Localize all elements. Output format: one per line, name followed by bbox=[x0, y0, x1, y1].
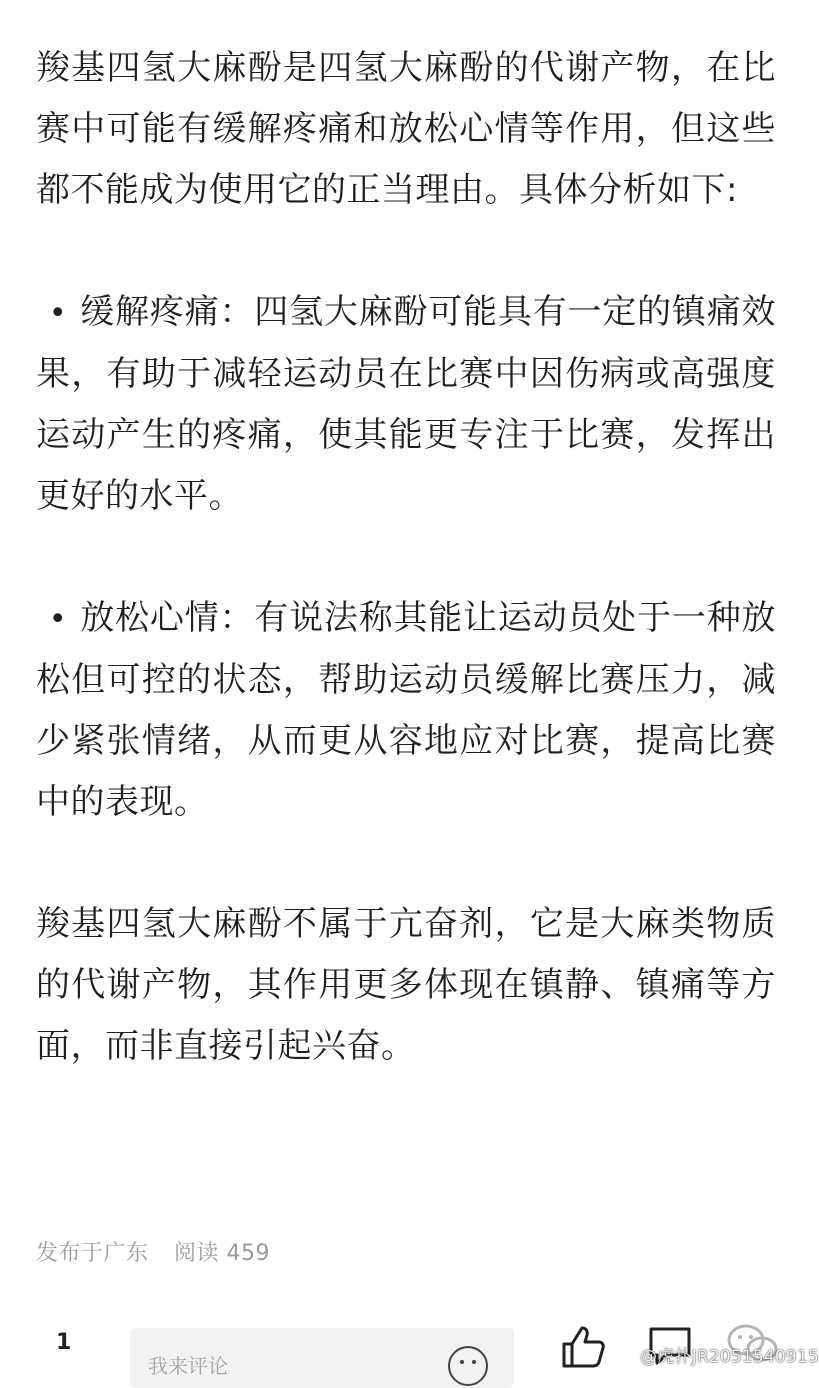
comment-input[interactable] bbox=[130, 1328, 514, 1388]
page-number[interactable]: 1 bbox=[56, 1330, 72, 1355]
article-conclusion: 羧基四氢大麻酚不属于亢奋剂，它是大麻类物质的代谢产物，其作用更多体现在镇静、镇痛等方面，而非直接引起兴奋。 bbox=[36, 904, 776, 1066]
bullet-item-pain-relief bbox=[36, 282, 776, 527]
article-body bbox=[36, 38, 776, 1138]
article-intro: 羧基四氢大麻酚是四氢大麻酚的代谢产物，在比赛中可能有缓解疼痛和放松心情等作用，但这些都不能成为使用它的正当理由。具体分析如下: bbox=[36, 48, 776, 210]
post-meta bbox=[36, 1236, 270, 1267]
read-count: 阅读 459 bbox=[174, 1241, 271, 1266]
like-icon[interactable] bbox=[560, 1324, 606, 1368]
bullet-marker: • bbox=[48, 602, 68, 637]
bullet-text: 缓解疼痛：四氢大麻酚可能具有一定的镇痛效果，有助于减轻运动员在比赛中因伤病或高强度运动产生的疼痛，使其能更专注于比赛，发挥出更好的水平。 bbox=[36, 292, 776, 516]
emoji-icon[interactable] bbox=[448, 1346, 488, 1386]
bullet-text: 放松心情：有说法称其能让运动员处于一种放松但可控的状态，帮助运动员缓解比赛压力，减少紧张情绪，从而更从容地应对比赛，提高比赛中的表现。 bbox=[36, 598, 776, 822]
watermark: @虎扑JR2051540915 bbox=[640, 1347, 819, 1367]
bullet-marker: • bbox=[48, 296, 68, 331]
bullet-item-relax-mood bbox=[36, 588, 776, 833]
post-location: 发布于广东 bbox=[36, 1241, 149, 1266]
comment-placeholder: 我来评论 bbox=[148, 1354, 228, 1378]
